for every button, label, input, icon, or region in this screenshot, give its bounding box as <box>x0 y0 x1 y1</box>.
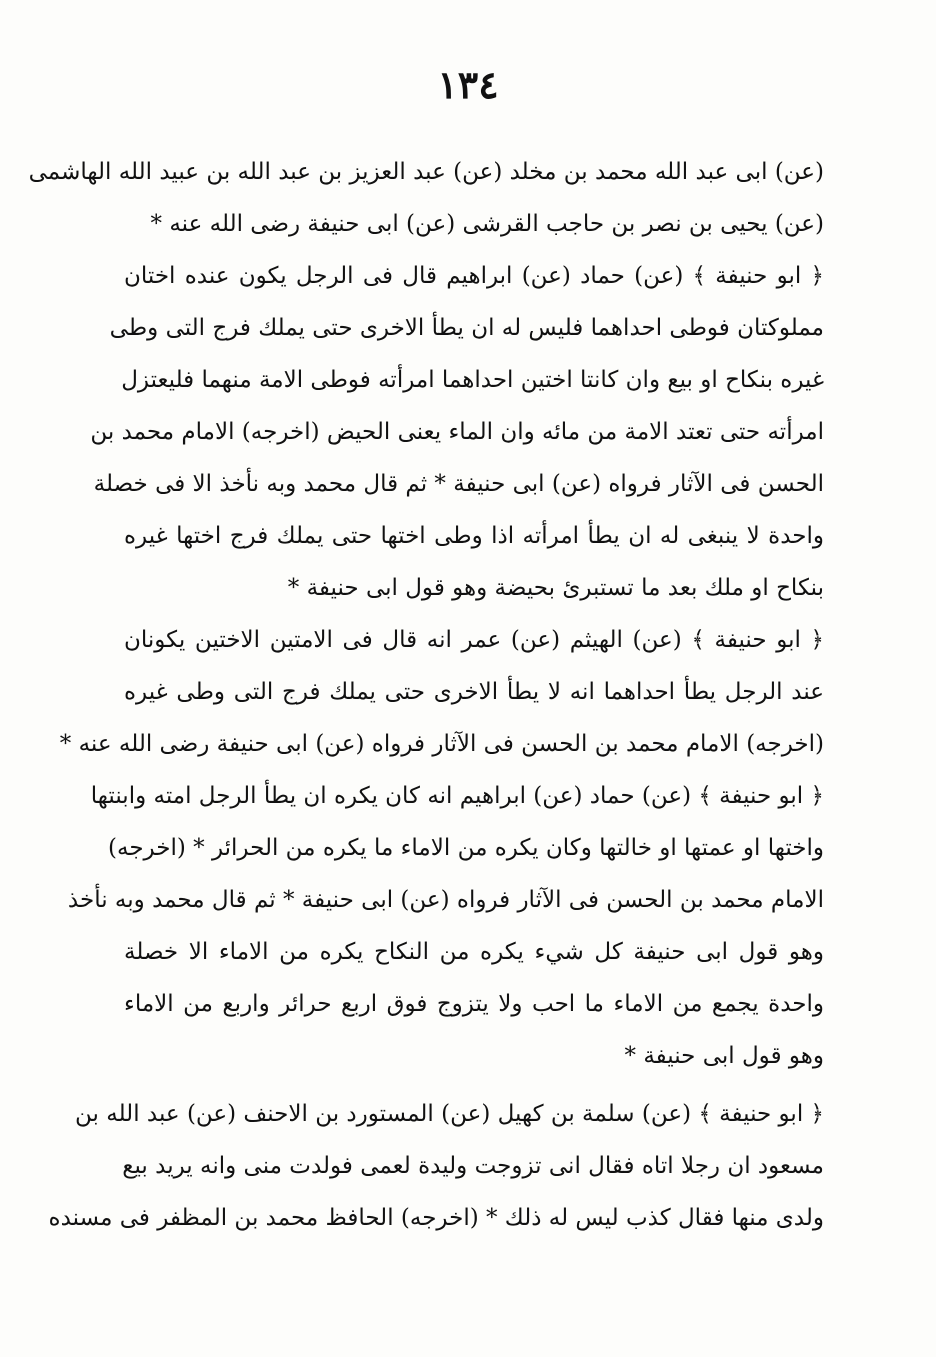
paragraph-1 <box>28 146 824 250</box>
text-line: ولدى منها فقال كذب ليس له ذلك * (اخرجه) الحافظ محمد بن المظفر فى مسنده <box>48 1205 824 1231</box>
page-body <box>28 146 824 1244</box>
paragraph-3 <box>59 614 824 770</box>
text-line: واحدة لا ينبغى له ان يطأ امرأته اذا وطى اختها حتى يملك فرج اختها غيره <box>124 523 824 549</box>
text-line: ﴿ ابو حنيفة ﴾ (عن) حماد (عن) ابراهيم قال فى الرجل يكون عنده اختان <box>124 263 824 289</box>
text-line: (اخرجه) الامام محمد بن الحسن فى الآثار فرواه (عن) ابى حنيفة رضى الله عنه * <box>59 731 824 757</box>
text-line: ﴿ ابو حنيفة ﴾ (عن) الهيثم (عن) عمر انه قال فى الامتين الاختين يكونان <box>124 627 824 653</box>
text-line: (عن) ابى عبد الله محمد بن مخلد (عن) عبد العزيز بن عبد الله بن عبيد الله الهاشمى <box>28 159 824 185</box>
text-line: (عن) يحيى بن نصر بن حاجب القرشى (عن) ابى حنيفة رضى الله عنه * <box>150 211 824 237</box>
text-line: وهو قول ابى حنيفة * <box>624 1043 824 1069</box>
paragraph-2 <box>90 250 824 614</box>
text-line: عند الرجل يطأ احداهما انه لا يطأ الاخرى حتى يملك فرج التى وطى غيره <box>124 679 824 705</box>
text-line: مملوكتان فوطى احداهما فليس له ان يطأ الاخرى حتى يملك فرج التى وطى <box>109 315 824 341</box>
text-line: واختها او عمتها او خالتها وكان يكره من الاماء ما يكره من الحرائر * (اخرجه) <box>108 835 824 861</box>
text-line: الامام محمد بن الحسن فى الآثار فرواه (عن) ابى حنيفة * ثم قال محمد وبه نأخذ <box>67 887 824 913</box>
text-line: بنكاح او ملك بعد ما تستبرئ بحيضة وهو قول ابى حنيفة * <box>287 575 824 601</box>
text-line: واحدة يجمع من الاماء ما احب ولا يتزوج فوق اربع حرائر واربع من الاماء <box>124 991 824 1017</box>
text-line: امرأته حتى تعتد الامة من مائه وان الماء يعنى الحيض (اخرجه) الامام محمد بن <box>90 419 824 445</box>
paragraph-4 <box>67 770 824 1082</box>
text-line: غيره بنكاح او بيع وان كانتا اختين احداهما امرأته فوطى الامة منهما فليعتزل <box>121 367 824 393</box>
text-line: الحسن فى الآثار فرواه (عن) ابى حنيفة * ثم قال محمد وبه نأخذ الا فى خصلة <box>93 471 824 497</box>
paragraph-5 <box>48 1088 824 1244</box>
text-line: ﴿ ابو حنيفة ﴾ (عن) حماد (عن) ابراهيم انه كان يكره ان يطأ الرجل امته وابنتها <box>90 783 824 809</box>
page-number: ١٣٤ <box>437 62 499 107</box>
text-line: وهو قول ابى حنيفة كل شيء يكره من النكاح يكره من الاماء الا خصلة <box>124 939 824 965</box>
text-line: ﴿ ابو حنيفة ﴾ (عن) سلمة بن كهيل (عن) المستورد بن الاحنف (عن) عبد الله بن <box>75 1101 824 1127</box>
text-line: مسعود ان رجلا اتاه فقال انى تزوجت وليدة لعمى فولدت منى وانه يريد بيع <box>122 1153 824 1179</box>
